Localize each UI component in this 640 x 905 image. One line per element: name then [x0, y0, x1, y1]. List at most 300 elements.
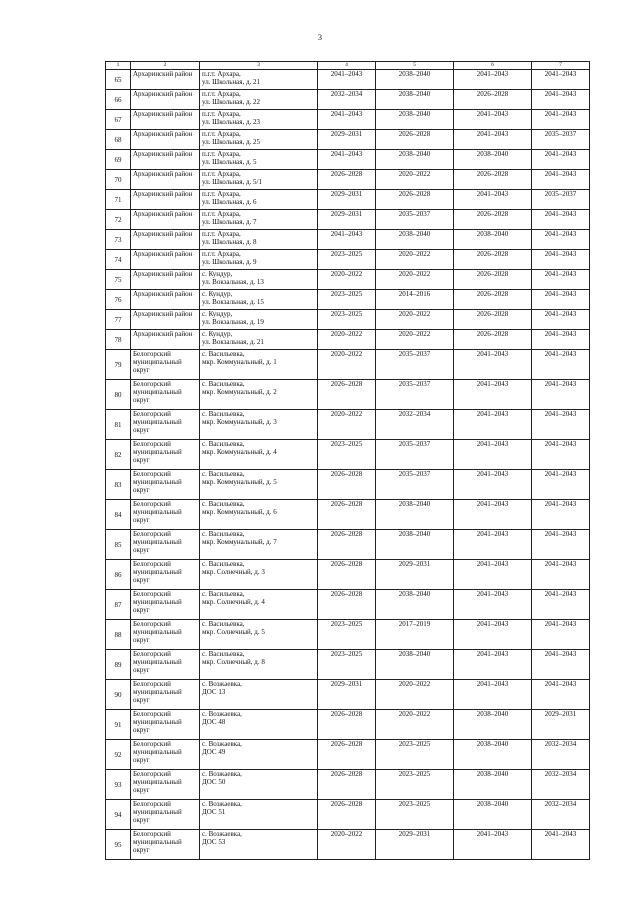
- district-line: Белогорский: [133, 530, 171, 538]
- row-number: 79: [106, 350, 131, 380]
- row-number: 90: [106, 680, 131, 710]
- address-line: ул. Вокзальная, д. 13: [202, 278, 264, 286]
- period-c7: 2041–2043: [532, 170, 590, 190]
- period-c7: 2041–2043: [532, 680, 590, 710]
- address-cell: [200, 190, 318, 210]
- district-cell: [131, 250, 200, 270]
- address-cell: [200, 560, 318, 590]
- address-line: ДОС 51: [202, 808, 226, 816]
- table-row: [106, 330, 590, 350]
- table-row: [106, 90, 590, 110]
- period-c7: 2041–2043: [532, 650, 590, 680]
- address-line: п.г.т. Архара,: [202, 230, 241, 238]
- row-number: 81: [106, 410, 131, 440]
- district-cell: [131, 210, 200, 230]
- period-c4: 2020–2022: [318, 270, 376, 290]
- period-c7: 2041–2043: [532, 330, 590, 350]
- row-number: 83: [106, 470, 131, 500]
- address-cell: [200, 680, 318, 710]
- district-line: муниципальный: [133, 838, 182, 846]
- period-c6: 2041–2043: [454, 110, 532, 130]
- address-line: ДОС 48: [202, 718, 226, 726]
- address-line: с. Васильевка,: [202, 560, 245, 568]
- period-c4: 2026–2028: [318, 170, 376, 190]
- period-c4: 2023–2025: [318, 620, 376, 650]
- row-number: 94: [106, 800, 131, 830]
- district-line: Архаринский район: [133, 270, 193, 278]
- period-c6: 2041–2043: [454, 380, 532, 410]
- district-line: Белогорский: [133, 500, 171, 508]
- period-c4: 2026–2028: [318, 500, 376, 530]
- period-c4: 2020–2022: [318, 410, 376, 440]
- district-cell: [131, 310, 200, 330]
- period-c5: 2038–2040: [376, 500, 454, 530]
- district-line: округ: [133, 786, 150, 794]
- period-c7: 2041–2043: [532, 410, 590, 440]
- district-line: округ: [133, 756, 150, 764]
- period-c4: 2026–2028: [318, 740, 376, 770]
- district-cell: [131, 590, 200, 620]
- district-cell: [131, 620, 200, 650]
- period-c5: 2038–2040: [376, 530, 454, 560]
- row-number: 70: [106, 170, 131, 190]
- row-number: 85: [106, 530, 131, 560]
- table-row: [106, 440, 590, 470]
- period-c7: 2041–2043: [532, 380, 590, 410]
- period-c7: 2041–2043: [532, 110, 590, 130]
- address-cell: [200, 650, 318, 680]
- table-row: [106, 130, 590, 150]
- period-c5: 2038–2040: [376, 90, 454, 110]
- schedule-table-body: [106, 62, 590, 860]
- table-row: [106, 170, 590, 190]
- address-line: с. Кундур,: [202, 290, 233, 298]
- address-line: п.г.т. Архара,: [202, 150, 241, 158]
- period-c5: 2035–2037: [376, 470, 454, 500]
- period-c7: 2041–2043: [532, 250, 590, 270]
- district-line: округ: [133, 546, 150, 554]
- address-line: п.г.т. Архара,: [202, 70, 241, 78]
- period-c4: 2026–2028: [318, 770, 376, 800]
- table-row: [106, 680, 590, 710]
- address-line: ул. Школьная, д. 23: [202, 118, 261, 126]
- period-c6: 2026–2028: [454, 270, 532, 290]
- period-c7: 2035–2037: [532, 190, 590, 210]
- district-line: округ: [133, 666, 150, 674]
- table-row: [106, 590, 590, 620]
- district-cell: [131, 800, 200, 830]
- address-line: ул. Школьная, д. 8: [202, 238, 257, 246]
- period-c4: 2020–2022: [318, 350, 376, 380]
- district-line: округ: [133, 576, 150, 584]
- district-cell: [131, 150, 200, 170]
- row-number: 73: [106, 230, 131, 250]
- period-c6: 2041–2043: [454, 560, 532, 590]
- period-c6: 2041–2043: [454, 350, 532, 380]
- period-c4: 2041–2043: [318, 150, 376, 170]
- period-c4: 2026–2028: [318, 710, 376, 740]
- district-line: муниципальный: [133, 448, 182, 456]
- row-number: 95: [106, 830, 131, 860]
- address-line: мкр. Солнечный, д. 8: [202, 658, 265, 666]
- period-c4: 2029–2031: [318, 680, 376, 710]
- period-c6: 2038–2040: [454, 740, 532, 770]
- period-c6: 2041–2043: [454, 500, 532, 530]
- address-line: ул. Школьная, д. 5/1: [202, 178, 262, 186]
- row-number: 68: [106, 130, 131, 150]
- period-c7: 2041–2043: [532, 560, 590, 590]
- district-line: Белогорский: [133, 560, 171, 568]
- district-line: муниципальный: [133, 388, 182, 396]
- district-cell: [131, 170, 200, 190]
- district-line: муниципальный: [133, 508, 182, 516]
- district-line: округ: [133, 816, 150, 824]
- period-c6: 2026–2028: [454, 90, 532, 110]
- period-c7: 2041–2043: [532, 270, 590, 290]
- page-number: 3: [318, 33, 322, 42]
- period-c7: 2035–2037: [532, 130, 590, 150]
- period-c4: 2032–2034: [318, 90, 376, 110]
- district-line: Белогорский: [133, 380, 171, 388]
- district-line: округ: [133, 696, 150, 704]
- column-number: 5: [376, 62, 454, 70]
- period-c4: 2026–2028: [318, 800, 376, 830]
- table-row: [106, 710, 590, 740]
- period-c7: 2041–2043: [532, 500, 590, 530]
- period-c5: 2038–2040: [376, 70, 454, 90]
- period-c4: 2026–2028: [318, 590, 376, 620]
- address-cell: [200, 620, 318, 650]
- address-line: мкр. Коммунальный, д. 1: [202, 358, 277, 366]
- address-line: с. Васильевка,: [202, 440, 245, 448]
- district-line: муниципальный: [133, 568, 182, 576]
- period-c4: 2029–2031: [318, 130, 376, 150]
- row-number: 88: [106, 620, 131, 650]
- address-line: ул. Школьная, д. 25: [202, 138, 261, 146]
- address-cell: [200, 740, 318, 770]
- district-line: округ: [133, 516, 150, 524]
- period-c5: 2020–2022: [376, 710, 454, 740]
- address-line: с. Возжаевка,: [202, 800, 242, 808]
- district-cell: [131, 350, 200, 380]
- column-number: 3: [200, 62, 318, 70]
- district-line: Белогорский: [133, 830, 171, 838]
- district-line: Белогорский: [133, 800, 171, 808]
- address-cell: [200, 290, 318, 310]
- table-row: [106, 380, 590, 410]
- district-cell: [131, 710, 200, 740]
- address-line: с. Васильевка,: [202, 530, 245, 538]
- address-line: п.г.т. Архара,: [202, 90, 241, 98]
- period-c6: 2041–2043: [454, 650, 532, 680]
- table-row: [106, 350, 590, 380]
- table-row: [106, 270, 590, 290]
- district-cell: [131, 470, 200, 500]
- table-row: [106, 310, 590, 330]
- address-line: с. Васильевка,: [202, 620, 245, 628]
- row-number: 75: [106, 270, 131, 290]
- period-c6: 2041–2043: [454, 620, 532, 650]
- period-c5: 2032–2034: [376, 410, 454, 440]
- row-number: 65: [106, 70, 131, 90]
- district-line: Белогорский: [133, 350, 171, 358]
- address-line: п.г.т. Архара,: [202, 250, 241, 258]
- address-line: с. Возжаевка,: [202, 680, 242, 688]
- district-line: муниципальный: [133, 538, 182, 546]
- address-cell: [200, 270, 318, 290]
- period-c4: 2026–2028: [318, 560, 376, 590]
- district-cell: [131, 680, 200, 710]
- address-line: с. Васильевка,: [202, 380, 245, 388]
- district-cell: [131, 330, 200, 350]
- district-line: округ: [133, 486, 150, 494]
- address-line: с. Кундур,: [202, 330, 233, 338]
- period-c5: 2038–2040: [376, 590, 454, 620]
- district-line: Архаринский район: [133, 250, 193, 258]
- row-number: 78: [106, 330, 131, 350]
- table-row: [106, 410, 590, 440]
- period-c6: 2026–2028: [454, 330, 532, 350]
- address-line: с. Васильевка,: [202, 410, 245, 418]
- column-number: 4: [318, 62, 376, 70]
- period-c7: 2029–2031: [532, 710, 590, 740]
- address-cell: [200, 380, 318, 410]
- period-c6: 2026–2028: [454, 310, 532, 330]
- period-c5: 2023–2025: [376, 770, 454, 800]
- district-cell: [131, 410, 200, 440]
- table-row: [106, 470, 590, 500]
- period-c7: 2041–2043: [532, 150, 590, 170]
- address-line: ул. Школьная, д. 5: [202, 158, 257, 166]
- address-line: ДОС 49: [202, 748, 226, 756]
- address-cell: [200, 170, 318, 190]
- row-number: 77: [106, 310, 131, 330]
- table-row: [106, 210, 590, 230]
- district-cell: [131, 110, 200, 130]
- address-line: мкр. Коммунальный, д. 5: [202, 478, 277, 486]
- period-c7: 2041–2043: [532, 210, 590, 230]
- district-cell: [131, 190, 200, 210]
- district-line: Белогорский: [133, 470, 171, 478]
- column-number: 2: [131, 62, 200, 70]
- district-line: муниципальный: [133, 688, 182, 696]
- period-c6: 2026–2028: [454, 210, 532, 230]
- address-cell: [200, 330, 318, 350]
- period-c4: 2023–2025: [318, 650, 376, 680]
- district-line: муниципальный: [133, 628, 182, 636]
- period-c5: 2020–2022: [376, 250, 454, 270]
- table-row: [106, 830, 590, 860]
- period-c6: 2041–2043: [454, 190, 532, 210]
- period-c6: 2041–2043: [454, 530, 532, 560]
- district-line: муниципальный: [133, 598, 182, 606]
- period-c6: 2041–2043: [454, 680, 532, 710]
- period-c7: 2041–2043: [532, 590, 590, 620]
- period-c4: 2026–2028: [318, 530, 376, 560]
- row-number: 82: [106, 440, 131, 470]
- period-c6: 2026–2028: [454, 290, 532, 310]
- address-line: п.г.т. Архара,: [202, 110, 241, 118]
- period-c7: 2041–2043: [532, 90, 590, 110]
- period-c5: 2035–2037: [376, 350, 454, 380]
- period-c5: 2020–2022: [376, 170, 454, 190]
- district-line: Белогорский: [133, 410, 171, 418]
- row-number: 72: [106, 210, 131, 230]
- district-cell: [131, 830, 200, 860]
- address-line: с. Васильевка,: [202, 350, 245, 358]
- period-c6: 2026–2028: [454, 250, 532, 270]
- address-cell: [200, 250, 318, 270]
- period-c4: 2029–2031: [318, 210, 376, 230]
- address-line: с. Возжаевка,: [202, 770, 242, 778]
- column-number: 6: [454, 62, 532, 70]
- district-cell: [131, 230, 200, 250]
- table-row: [106, 620, 590, 650]
- address-line: п.г.т. Архара,: [202, 170, 241, 178]
- row-number: 86: [106, 560, 131, 590]
- period-c6: 2041–2043: [454, 470, 532, 500]
- period-c5: 2023–2025: [376, 740, 454, 770]
- district-line: Архаринский район: [133, 110, 193, 118]
- period-c4: 2023–2025: [318, 310, 376, 330]
- district-line: Белогорский: [133, 650, 171, 658]
- period-c5: 2020–2022: [376, 270, 454, 290]
- district-line: Архаринский район: [133, 330, 193, 338]
- district-line: округ: [133, 636, 150, 644]
- period-c5: 2035–2037: [376, 210, 454, 230]
- address-line: п.г.т. Архара,: [202, 190, 241, 198]
- district-cell: [131, 290, 200, 310]
- address-cell: [200, 470, 318, 500]
- address-line: с. Васильевка,: [202, 590, 245, 598]
- period-c5: 2026–2028: [376, 190, 454, 210]
- address-line: с. Кундур,: [202, 310, 233, 318]
- table-row: [106, 230, 590, 250]
- row-number: 71: [106, 190, 131, 210]
- period-c4: 2041–2043: [318, 230, 376, 250]
- address-cell: [200, 310, 318, 330]
- address-cell: [200, 130, 318, 150]
- period-c4: 2020–2022: [318, 830, 376, 860]
- row-number: 89: [106, 650, 131, 680]
- row-number: 84: [106, 500, 131, 530]
- period-c5: 2038–2040: [376, 230, 454, 250]
- schedule-table: [105, 61, 590, 860]
- row-number: 87: [106, 590, 131, 620]
- district-line: муниципальный: [133, 358, 182, 366]
- period-c6: 2038–2040: [454, 150, 532, 170]
- row-number: 76: [106, 290, 131, 310]
- table-row: [106, 290, 590, 310]
- period-c4: 2023–2025: [318, 440, 376, 470]
- period-c6: 2038–2040: [454, 800, 532, 830]
- period-c5: 2014–2016: [376, 290, 454, 310]
- address-line: мкр. Коммунальный, д. 7: [202, 538, 277, 546]
- period-c6: 2038–2040: [454, 230, 532, 250]
- district-line: Белогорский: [133, 680, 171, 688]
- address-line: п.г.т. Архара,: [202, 130, 241, 138]
- address-line: мкр. Коммунальный, д. 3: [202, 418, 277, 426]
- period-c4: 2041–2043: [318, 70, 376, 90]
- table-row: [106, 110, 590, 130]
- address-line: с. Васильевка,: [202, 500, 245, 508]
- period-c6: 2041–2043: [454, 130, 532, 150]
- row-number: 80: [106, 380, 131, 410]
- address-line: мкр. Солнечный, д. 3: [202, 568, 265, 576]
- address-cell: [200, 90, 318, 110]
- district-line: округ: [133, 426, 150, 434]
- period-c6: 2041–2043: [454, 440, 532, 470]
- address-cell: [200, 530, 318, 560]
- district-line: муниципальный: [133, 478, 182, 486]
- table-row: [106, 250, 590, 270]
- period-c6: 2038–2040: [454, 710, 532, 740]
- district-line: округ: [133, 846, 150, 854]
- period-c7: 2041–2043: [532, 350, 590, 380]
- period-c5: 2029–2031: [376, 830, 454, 860]
- period-c4: 2041–2043: [318, 110, 376, 130]
- district-line: округ: [133, 606, 150, 614]
- period-c5: 2038–2040: [376, 150, 454, 170]
- period-c5: 2020–2022: [376, 680, 454, 710]
- period-c4: 2023–2025: [318, 250, 376, 270]
- row-number: 74: [106, 250, 131, 270]
- period-c7: 2041–2043: [532, 470, 590, 500]
- district-line: Белогорский: [133, 770, 171, 778]
- address-line: мкр. Коммунальный, д. 4: [202, 448, 277, 456]
- district-line: округ: [133, 396, 150, 404]
- address-cell: [200, 350, 318, 380]
- address-line: мкр. Солнечный, д. 4: [202, 598, 265, 606]
- period-c7: 2041–2043: [532, 310, 590, 330]
- district-line: Архаринский район: [133, 290, 193, 298]
- district-cell: [131, 90, 200, 110]
- period-c5: 2020–2022: [376, 330, 454, 350]
- address-line: мкр. Коммунальный, д. 2: [202, 388, 277, 396]
- address-cell: [200, 710, 318, 740]
- address-line: ул. Школьная, д. 6: [202, 198, 257, 206]
- period-c6: 2041–2043: [454, 830, 532, 860]
- address-line: ул. Школьная, д. 9: [202, 258, 257, 266]
- address-line: мкр. Коммунальный, д. 6: [202, 508, 277, 516]
- address-cell: [200, 410, 318, 440]
- address-cell: [200, 770, 318, 800]
- period-c5: 2020–2022: [376, 310, 454, 330]
- district-cell: [131, 130, 200, 150]
- period-c7: 2032–2034: [532, 800, 590, 830]
- address-line: ул. Вокзальная, д. 21: [202, 338, 264, 346]
- address-line: ДОС 53: [202, 838, 226, 846]
- district-line: Белогорский: [133, 620, 171, 628]
- address-cell: [200, 830, 318, 860]
- address-cell: [200, 210, 318, 230]
- address-line: ул. Школьная, д. 7: [202, 218, 257, 226]
- district-line: Белогорский: [133, 590, 171, 598]
- address-line: ул. Школьная, д. 21: [202, 78, 261, 86]
- address-line: ДОС 50: [202, 778, 226, 786]
- district-line: Архаринский район: [133, 310, 193, 318]
- district-cell: [131, 380, 200, 410]
- district-cell: [131, 270, 200, 290]
- table-row: [106, 770, 590, 800]
- row-number: 91: [106, 710, 131, 740]
- row-number: 93: [106, 770, 131, 800]
- period-c7: 2041–2043: [532, 290, 590, 310]
- address-cell: [200, 500, 318, 530]
- district-line: Белогорский: [133, 710, 171, 718]
- district-line: муниципальный: [133, 748, 182, 756]
- district-line: муниципальный: [133, 718, 182, 726]
